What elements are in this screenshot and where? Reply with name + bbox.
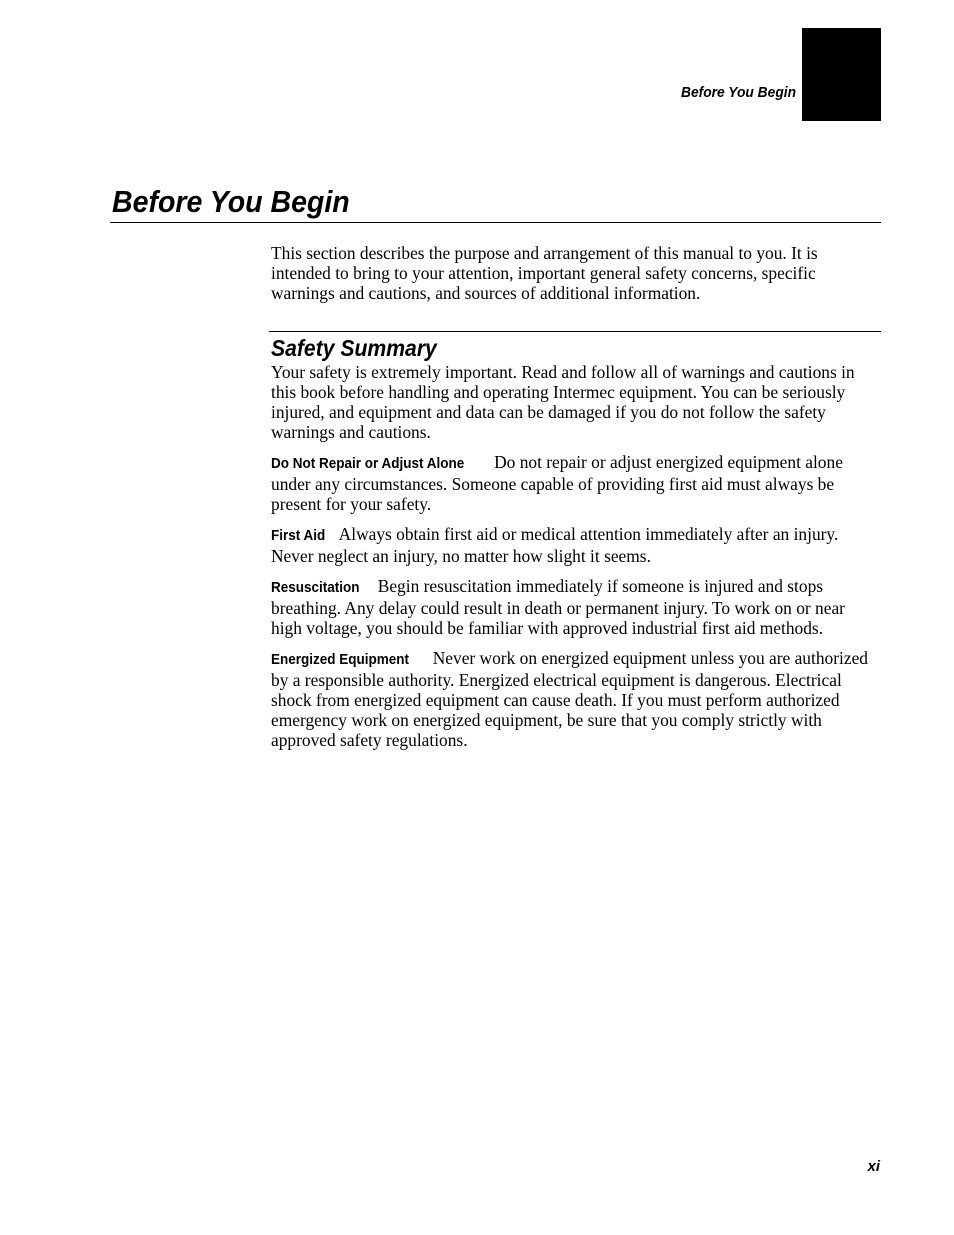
run-in-heading: Do Not Repair or Adjust Alone	[271, 454, 465, 472]
safety-item-text: Never work on energized equipment unless you are authorized by a responsible authority. Energized electrical equipment is dangerous. Electrical shock from energized equipment can cause death. If you must perform authorized emergency work on energized equipment, be sure that you comply strictly with approved safety regulations.	[271, 647, 868, 750]
intro-section	[271, 243, 877, 303]
section-heading-safety-summary: Safety Summary	[271, 335, 437, 361]
title-rule	[110, 222, 881, 223]
page-number: xi	[867, 1158, 880, 1175]
safety-item-repair-alone	[271, 452, 877, 514]
safety-summary-body	[271, 362, 877, 760]
run-in-heading: Energized Equipment	[271, 650, 410, 668]
safety-intro-paragraph: Your safety is extremely important. Read and follow all of warnings and cautions in this book before handling and operating Intermec equipment. You can be seriously injured, and equipment and data can be damaged if you do not follow the safety warnings and cautions.	[271, 362, 855, 443]
safety-item-energized-equipment	[271, 648, 877, 750]
chapter-thumb-tab	[802, 28, 881, 121]
run-in-heading: Resuscitation	[271, 578, 360, 596]
intro-paragraph: This section describes the purpose and arrangement of this manual to you. It is intended to bring to your attention, important general safety concerns, specific warnings and cautions, and sources of additional information.	[271, 243, 818, 304]
safety-item-text: Do not repair or adjust energized equipment alone under any circumstances. Someone capable of providing first aid must always be present for your safety.	[271, 451, 843, 515]
section-rule	[269, 331, 881, 332]
safety-item-text: Begin resuscitation immediately if someone is injured and stops breathing. Any delay could result in death or permanent injury. To work on or near high voltage, you should be familiar with approved industrial first aid methods.	[271, 575, 845, 638]
safety-item-text: Always obtain first aid or medical attention immediately after an injury. Never neglect an injury, no matter how slight it seems.	[271, 523, 839, 566]
running-header: Before You Begin	[680, 84, 796, 101]
safety-item-first-aid	[271, 524, 877, 566]
page-title: Before You Begin	[112, 184, 350, 219]
safety-item-resuscitation	[271, 576, 877, 638]
run-in-heading: First Aid	[271, 526, 326, 544]
